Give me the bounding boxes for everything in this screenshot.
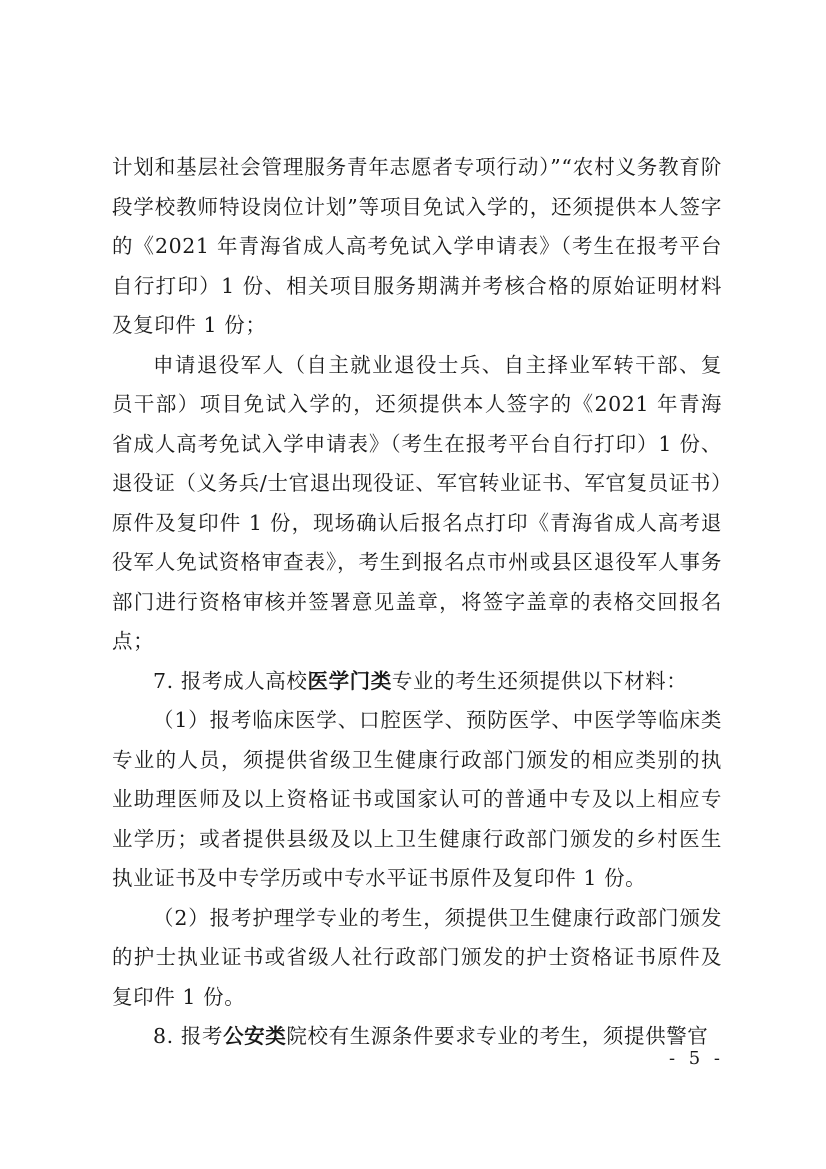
paragraph-text: 8. 报考 (153, 1024, 224, 1048)
paragraph-text: 7. 报考成人高校 (153, 668, 308, 693)
paragraph-text: 专业的考生还须提供以下材料： (391, 668, 688, 693)
paragraph-veterans (112, 346, 722, 662)
paragraph-item-8-police (112, 1017, 722, 1057)
document-body (112, 148, 722, 1057)
paragraph-text: （2）报考护理学专业的考生，须提供卫生健康行政部门颁发的护士执业证书或省级人社行政部门颁发的护士资格证书原件及复印件 1 份。 (112, 905, 722, 1009)
paragraph-item-7-medical (112, 662, 722, 702)
paragraph-volunteer-plans (112, 148, 722, 346)
paragraph-text: 计划和基层社会管理服务青年志愿者专项行动）”“农村义务教育阶段学校教师特设岗位计划”等项目免试入学的，还须提供本人签字的《2021 年青海省成人高考免试入学申请表》（考生在报考平台自行打印）1 份、相关项目服务期满并考核合格的原始证明材料及复印件 1 份； (112, 155, 722, 337)
paragraph-text: （1）报考临床医学、口腔医学、预防医学、中医学等临床类专业的人员，须提供省级卫生健康行政部门颁发的相应类别的执业助理医师及以上资格证书或国家认可的普通中专及以上相应专业学历；或者提供县级及以上卫生健康行政部门颁发的乡村医生执业证书及中专学历或中专水平证书原件及复印件 1 份。 (112, 708, 722, 890)
page-number: - 5 - (668, 1048, 724, 1069)
paragraph-text: 申请退役军人（自主就业退役士兵、自主择业军转干部、复员干部）项目免试入学的，还须提供本人签字的《2021 年青海省成人高考免试入学申请表》（考生在报考平台自行打印）1 份、退役证（义务兵/士官退出现役证、军官转业证书、军官复员证书）原件及复印件 1 份，现场确认后报名点打印《青海省成人高考退役军人免试资格审查表》，考生到报名点市州或县区退役军人事务部门进行资格审核并签署意见盖章，将签字盖章的表格交回报名点； (112, 352, 722, 653)
emphasis-police-category: 公安类 (223, 1024, 287, 1048)
paragraph-clinical-requirements (112, 701, 722, 899)
emphasis-medical-category: 医学门类 (307, 668, 392, 693)
paragraph-nursing-requirements (112, 899, 722, 1018)
paragraph-text: 院校有生源条件要求专业的考生，须提供警官 (286, 1024, 709, 1048)
